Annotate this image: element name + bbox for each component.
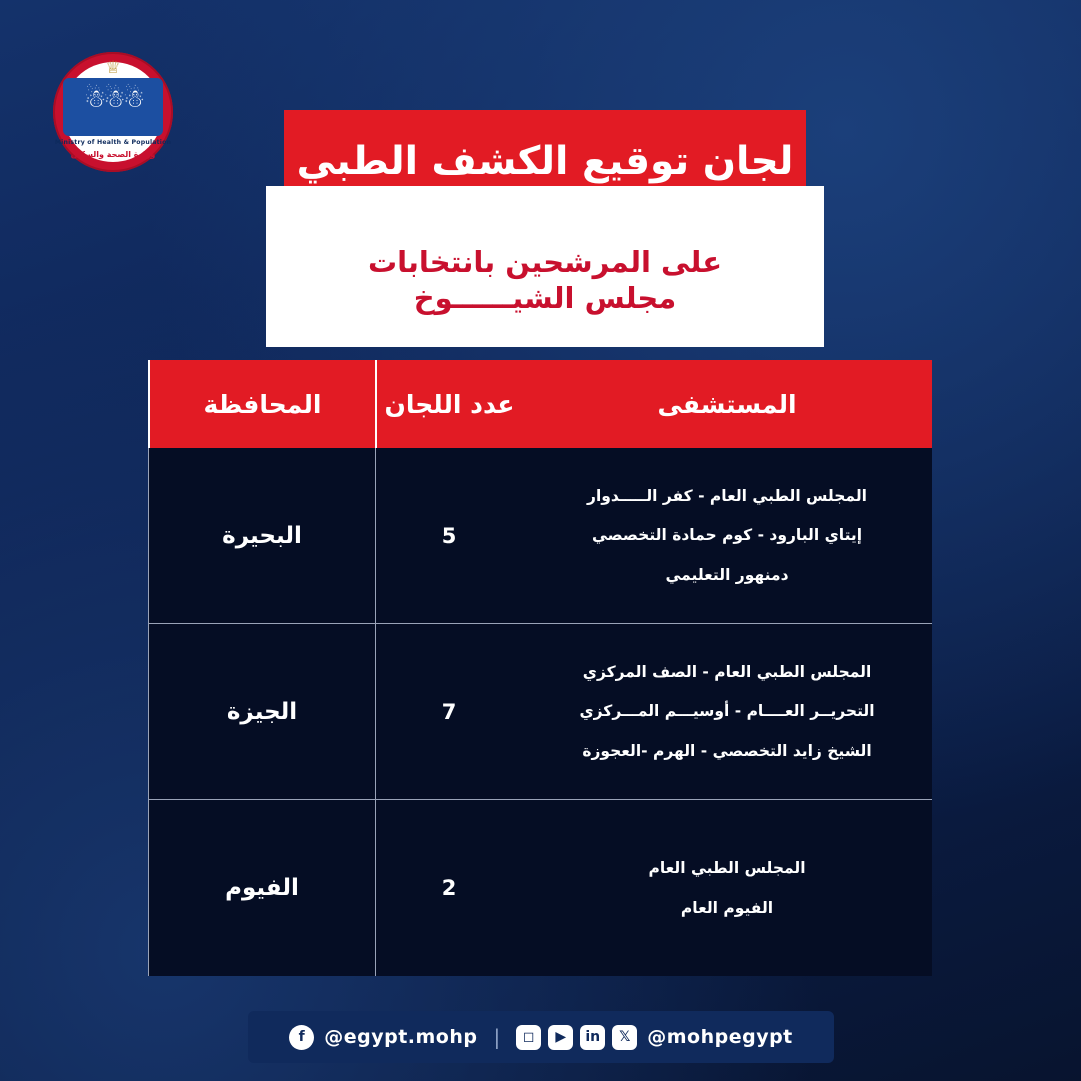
subtitle-line-2: مجلس الشيــــــوخ [413,280,677,315]
subtitle-line-1: على المرشحين بانتخابات [367,244,723,279]
hospital-item: المجلس الطبي العام [648,859,806,878]
hospital-item: المجلس الطبي العام - كفر الـــــدوار [587,487,867,506]
eagle-icon: ♕ [105,58,121,78]
hospital-item: المجلس الطبي العام - الصف المركزي [582,663,872,682]
facebook-handle[interactable]: @egypt.mohp [324,1026,478,1048]
social-icons-group [516,1025,637,1050]
cell-committees-count: 2 [375,800,522,976]
footer-separator: | [493,1025,501,1049]
logo-text-en: Ministry of Health & Population [54,139,172,146]
family-figures-icon: ☃☃☃ [83,84,143,113]
cell-governorate: الفيوم [148,800,375,976]
cell-governorate: البحيرة [148,448,375,623]
table-row [148,448,932,624]
cell-committees-count: 5 [375,448,522,623]
committees-table [148,360,932,976]
social-footer-bar [248,1011,834,1063]
cell-committees-count: 7 [375,624,522,799]
hospital-item: التحريــر العــــام - أوسيـــم المـــركزي [579,702,875,721]
hospital-item: الشيخ زايد التخصصي - الهرم -العجوزة [582,741,872,760]
column-header-hospital: المستشفى [657,389,797,419]
x-twitter-icon[interactable]: 𝕏 [612,1025,637,1050]
cell-hospitals [522,800,932,976]
facebook-icon[interactable]: f [289,1025,314,1050]
youtube-icon[interactable]: ▶ [548,1025,573,1050]
title-banner-text: لجان توقيع الكشف الطبي [296,139,794,184]
table-header-row [148,360,932,448]
hospital-item: الفيوم العام [680,898,774,917]
cell-hospitals [522,624,932,799]
logo-text-ar: وزارة الصحة والسكان [70,150,156,159]
hospital-item: دمنهور التعليمي [665,565,789,584]
column-header-committees-count: عدد اللجان [375,360,522,448]
social-handle[interactable]: @mohpegypt [647,1026,793,1048]
linkedin-icon[interactable]: in [580,1025,605,1050]
cell-governorate: الجيزة [148,624,375,799]
cell-hospitals [522,448,932,623]
instagram-icon[interactable]: ◻ [516,1025,541,1050]
hospital-item: إيتاي البارود - كوم حمادة التخصصي [591,526,863,545]
ministry-logo [53,52,173,172]
table-row [148,800,932,976]
table-row [148,624,932,800]
column-header-governorate: المحافظة [148,360,375,448]
subtitle-block [266,186,824,347]
